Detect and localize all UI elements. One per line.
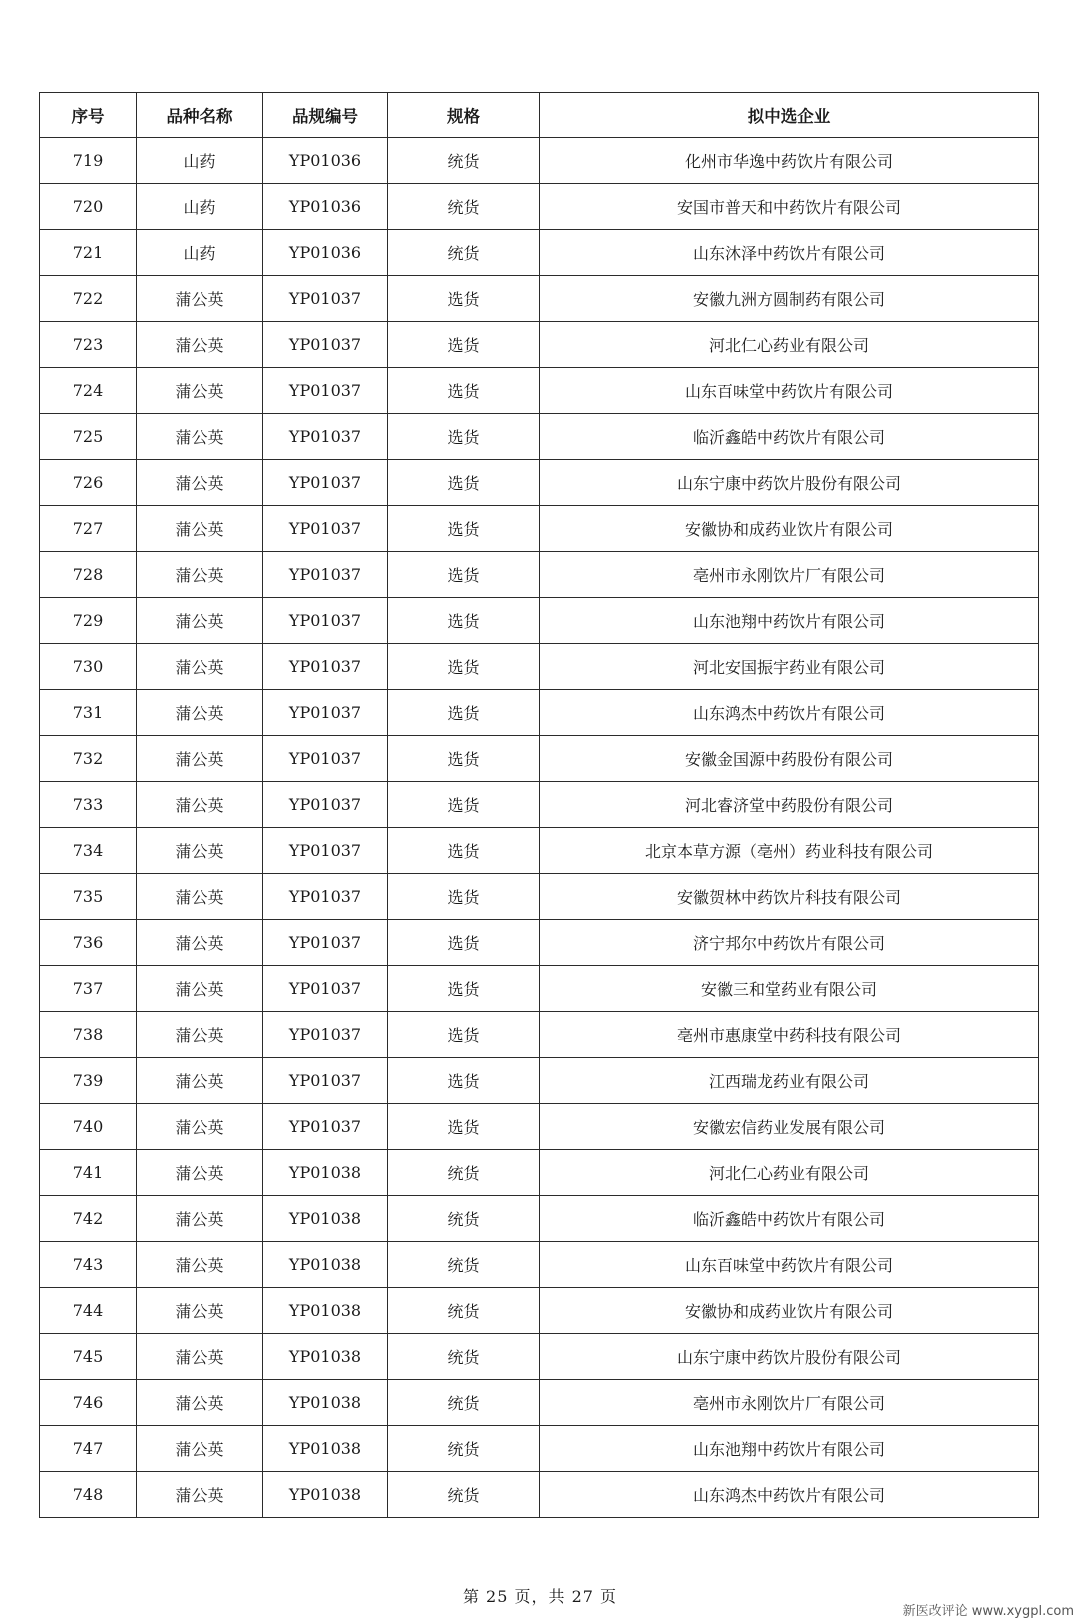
header-cell-spec-code: 品规编号 <box>263 93 388 138</box>
cell-spec-code: YP01037 <box>263 414 388 460</box>
cell-company: 山东鸿杰中药饮片有限公司 <box>540 1472 1039 1518</box>
cell-spec-code: YP01038 <box>263 1472 388 1518</box>
cell-grade: 选货 <box>388 736 540 782</box>
cell-company: 山东池翔中药饮片有限公司 <box>540 598 1039 644</box>
cell-spec-code: YP01037 <box>263 966 388 1012</box>
cell-company: 安徽贺林中药饮片科技有限公司 <box>540 874 1039 920</box>
cell-variety: 蒲公英 <box>137 966 263 1012</box>
cell-grade: 统货 <box>388 1472 540 1518</box>
cell-variety: 蒲公英 <box>137 920 263 966</box>
cell-spec-code: YP01037 <box>263 920 388 966</box>
cell-serial: 748 <box>40 1472 137 1518</box>
cell-serial: 740 <box>40 1104 137 1150</box>
table-row <box>40 874 1039 920</box>
cell-serial: 735 <box>40 874 137 920</box>
cell-serial: 725 <box>40 414 137 460</box>
cell-company: 济宁邦尔中药饮片有限公司 <box>540 920 1039 966</box>
cell-spec-code: YP01038 <box>263 1334 388 1380</box>
cell-serial: 719 <box>40 138 137 184</box>
cell-grade: 选货 <box>388 828 540 874</box>
cell-variety: 蒲公英 <box>137 1288 263 1334</box>
cell-grade: 选货 <box>388 460 540 506</box>
cell-variety: 蒲公英 <box>137 644 263 690</box>
header-cell-variety: 品种名称 <box>137 93 263 138</box>
cell-variety: 山药 <box>137 184 263 230</box>
cell-variety: 山药 <box>137 230 263 276</box>
cell-company: 山东鸿杰中药饮片有限公司 <box>540 690 1039 736</box>
cell-company: 山东百味堂中药饮片有限公司 <box>540 1242 1039 1288</box>
cell-grade: 选货 <box>388 276 540 322</box>
cell-company: 安徽协和成药业饮片有限公司 <box>540 506 1039 552</box>
cell-grade: 选货 <box>388 1104 540 1150</box>
cell-company: 河北睿济堂中药股份有限公司 <box>540 782 1039 828</box>
table-row <box>40 920 1039 966</box>
cell-variety: 蒲公英 <box>137 598 263 644</box>
cell-company: 亳州市惠康堂中药科技有限公司 <box>540 1012 1039 1058</box>
cell-variety: 蒲公英 <box>137 506 263 552</box>
cell-serial: 744 <box>40 1288 137 1334</box>
cell-serial: 721 <box>40 230 137 276</box>
cell-serial: 745 <box>40 1334 137 1380</box>
cell-grade: 统货 <box>388 1242 540 1288</box>
cell-variety: 蒲公英 <box>137 828 263 874</box>
cell-company: 河北仁心药业有限公司 <box>540 322 1039 368</box>
cell-spec-code: YP01037 <box>263 552 388 598</box>
cell-grade: 选货 <box>388 1012 540 1058</box>
cell-serial: 743 <box>40 1242 137 1288</box>
cell-grade: 选货 <box>388 966 540 1012</box>
cell-serial: 738 <box>40 1012 137 1058</box>
table-header <box>40 93 1039 138</box>
cell-serial: 730 <box>40 644 137 690</box>
table-row <box>40 1288 1039 1334</box>
cell-grade: 选货 <box>388 1058 540 1104</box>
table-row <box>40 1472 1039 1518</box>
table-row <box>40 368 1039 414</box>
header-row <box>40 93 1039 138</box>
cell-variety: 蒲公英 <box>137 874 263 920</box>
cell-variety: 蒲公英 <box>137 368 263 414</box>
cell-serial: 737 <box>40 966 137 1012</box>
table-row <box>40 782 1039 828</box>
cell-grade: 统货 <box>388 1288 540 1334</box>
cell-spec-code: YP01036 <box>263 184 388 230</box>
cell-company: 安徽金国源中药股份有限公司 <box>540 736 1039 782</box>
cell-grade: 选货 <box>388 874 540 920</box>
cell-serial: 741 <box>40 1150 137 1196</box>
cell-serial: 727 <box>40 506 137 552</box>
cell-serial: 742 <box>40 1196 137 1242</box>
cell-serial: 734 <box>40 828 137 874</box>
cell-spec-code: YP01037 <box>263 598 388 644</box>
table-row <box>40 184 1039 230</box>
cell-grade: 选货 <box>388 644 540 690</box>
table-row <box>40 828 1039 874</box>
cell-spec-code: YP01038 <box>263 1242 388 1288</box>
cell-variety: 蒲公英 <box>137 1104 263 1150</box>
table-row <box>40 644 1039 690</box>
cell-company: 临沂鑫皓中药饮片有限公司 <box>540 1196 1039 1242</box>
cell-grade: 统货 <box>388 1196 540 1242</box>
cell-company: 安国市普天和中药饮片有限公司 <box>540 184 1039 230</box>
cell-spec-code: YP01037 <box>263 828 388 874</box>
cell-spec-code: YP01038 <box>263 1426 388 1472</box>
table-row <box>40 1150 1039 1196</box>
cell-spec-code: YP01037 <box>263 368 388 414</box>
cell-variety: 蒲公英 <box>137 1334 263 1380</box>
cell-company: 河北安国振宇药业有限公司 <box>540 644 1039 690</box>
cell-spec-code: YP01038 <box>263 1196 388 1242</box>
cell-grade: 选货 <box>388 782 540 828</box>
cell-variety: 蒲公英 <box>137 1242 263 1288</box>
cell-variety: 蒲公英 <box>137 1426 263 1472</box>
cell-company: 山东池翔中药饮片有限公司 <box>540 1426 1039 1472</box>
cell-variety: 蒲公英 <box>137 552 263 598</box>
cell-spec-code: YP01038 <box>263 1380 388 1426</box>
cell-spec-code: YP01037 <box>263 506 388 552</box>
cell-company: 化州市华逸中药饮片有限公司 <box>540 138 1039 184</box>
cell-spec-code: YP01037 <box>263 276 388 322</box>
cell-grade: 选货 <box>388 506 540 552</box>
table-row <box>40 1242 1039 1288</box>
cell-variety: 蒲公英 <box>137 460 263 506</box>
cell-spec-code: YP01038 <box>263 1288 388 1334</box>
cell-grade: 选货 <box>388 920 540 966</box>
cell-serial: 731 <box>40 690 137 736</box>
cell-spec-code: YP01037 <box>263 1012 388 1058</box>
table-row <box>40 1012 1039 1058</box>
table-row <box>40 966 1039 1012</box>
table-row <box>40 506 1039 552</box>
table-row <box>40 552 1039 598</box>
page-number: 第 25 页，共 27 页 <box>462 1587 618 1606</box>
cell-grade: 统货 <box>388 1150 540 1196</box>
cell-serial: 739 <box>40 1058 137 1104</box>
cell-company: 河北仁心药业有限公司 <box>540 1150 1039 1196</box>
cell-serial: 726 <box>40 460 137 506</box>
table-row <box>40 1334 1039 1380</box>
cell-grade: 统货 <box>388 230 540 276</box>
cell-serial: 746 <box>40 1380 137 1426</box>
cell-spec-code: YP01037 <box>263 322 388 368</box>
table-row <box>40 1380 1039 1426</box>
header-cell-serial: 序号 <box>40 93 137 138</box>
cell-grade: 统货 <box>388 138 540 184</box>
cell-grade: 选货 <box>388 552 540 598</box>
cell-variety: 蒲公英 <box>137 690 263 736</box>
cell-variety: 蒲公英 <box>137 1196 263 1242</box>
cell-serial: 733 <box>40 782 137 828</box>
table-row <box>40 1196 1039 1242</box>
cell-grade: 选货 <box>388 690 540 736</box>
cell-grade: 选货 <box>388 368 540 414</box>
cell-company: 江西瑞龙药业有限公司 <box>540 1058 1039 1104</box>
cell-serial: 728 <box>40 552 137 598</box>
cell-variety: 蒲公英 <box>137 1472 263 1518</box>
cell-variety: 蒲公英 <box>137 1150 263 1196</box>
cell-company: 山东沐泽中药饮片有限公司 <box>540 230 1039 276</box>
cell-variety: 蒲公英 <box>137 1380 263 1426</box>
table-row <box>40 138 1039 184</box>
cell-spec-code: YP01037 <box>263 690 388 736</box>
cell-serial: 720 <box>40 184 137 230</box>
table-body <box>40 138 1039 1518</box>
table-row <box>40 1426 1039 1472</box>
table-row <box>40 1058 1039 1104</box>
cell-grade: 选货 <box>388 414 540 460</box>
cell-serial: 722 <box>40 276 137 322</box>
header-cell-company: 拟中选企业 <box>540 93 1039 138</box>
cell-grade: 统货 <box>388 184 540 230</box>
table-row <box>40 460 1039 506</box>
cell-spec-code: YP01037 <box>263 782 388 828</box>
cell-company: 临沂鑫皓中药饮片有限公司 <box>540 414 1039 460</box>
cell-company: 亳州市永刚饮片厂有限公司 <box>540 1380 1039 1426</box>
cell-spec-code: YP01038 <box>263 1150 388 1196</box>
cell-variety: 蒲公英 <box>137 414 263 460</box>
cell-grade: 统货 <box>388 1334 540 1380</box>
cell-company: 安徽协和成药业饮片有限公司 <box>540 1288 1039 1334</box>
table-row <box>40 1104 1039 1150</box>
cell-serial: 729 <box>40 598 137 644</box>
cell-company: 安徽三和堂药业有限公司 <box>540 966 1039 1012</box>
table-row <box>40 690 1039 736</box>
table-row <box>40 414 1039 460</box>
cell-company: 安徽宏信药业发展有限公司 <box>540 1104 1039 1150</box>
cell-company: 山东百味堂中药饮片有限公司 <box>540 368 1039 414</box>
cell-variety: 蒲公英 <box>137 322 263 368</box>
watermark-text: 新医改评论 www.xygpl.com <box>902 1604 1074 1619</box>
cell-variety: 蒲公英 <box>137 276 263 322</box>
cell-spec-code: YP01037 <box>263 644 388 690</box>
table-row <box>40 276 1039 322</box>
cell-spec-code: YP01036 <box>263 138 388 184</box>
cell-spec-code: YP01037 <box>263 460 388 506</box>
cell-grade: 统货 <box>388 1426 540 1472</box>
cell-serial: 747 <box>40 1426 137 1472</box>
cell-grade: 统货 <box>388 1380 540 1426</box>
cell-variety: 蒲公英 <box>137 1012 263 1058</box>
table-row <box>40 322 1039 368</box>
cell-serial: 724 <box>40 368 137 414</box>
cell-grade: 选货 <box>388 598 540 644</box>
cell-company: 北京本草方源（亳州）药业科技有限公司 <box>540 828 1039 874</box>
cell-company: 亳州市永刚饮片厂有限公司 <box>540 552 1039 598</box>
data-table <box>39 92 1039 1518</box>
cell-spec-code: YP01037 <box>263 874 388 920</box>
cell-spec-code: YP01037 <box>263 736 388 782</box>
cell-variety: 蒲公英 <box>137 736 263 782</box>
data-table-container <box>39 92 1038 1518</box>
cell-variety: 蒲公英 <box>137 1058 263 1104</box>
cell-variety: 山药 <box>137 138 263 184</box>
cell-company: 山东宁康中药饮片股份有限公司 <box>540 460 1039 506</box>
cell-spec-code: YP01037 <box>263 1058 388 1104</box>
cell-serial: 736 <box>40 920 137 966</box>
cell-spec-code: YP01036 <box>263 230 388 276</box>
cell-variety: 蒲公英 <box>137 782 263 828</box>
table-row <box>40 736 1039 782</box>
cell-serial: 732 <box>40 736 137 782</box>
cell-company: 安徽九洲方圆制药有限公司 <box>540 276 1039 322</box>
cell-serial: 723 <box>40 322 137 368</box>
cell-grade: 选货 <box>388 322 540 368</box>
table-row <box>40 598 1039 644</box>
table-row <box>40 230 1039 276</box>
cell-spec-code: YP01037 <box>263 1104 388 1150</box>
cell-company: 山东宁康中药饮片股份有限公司 <box>540 1334 1039 1380</box>
header-cell-grade: 规格 <box>388 93 540 138</box>
